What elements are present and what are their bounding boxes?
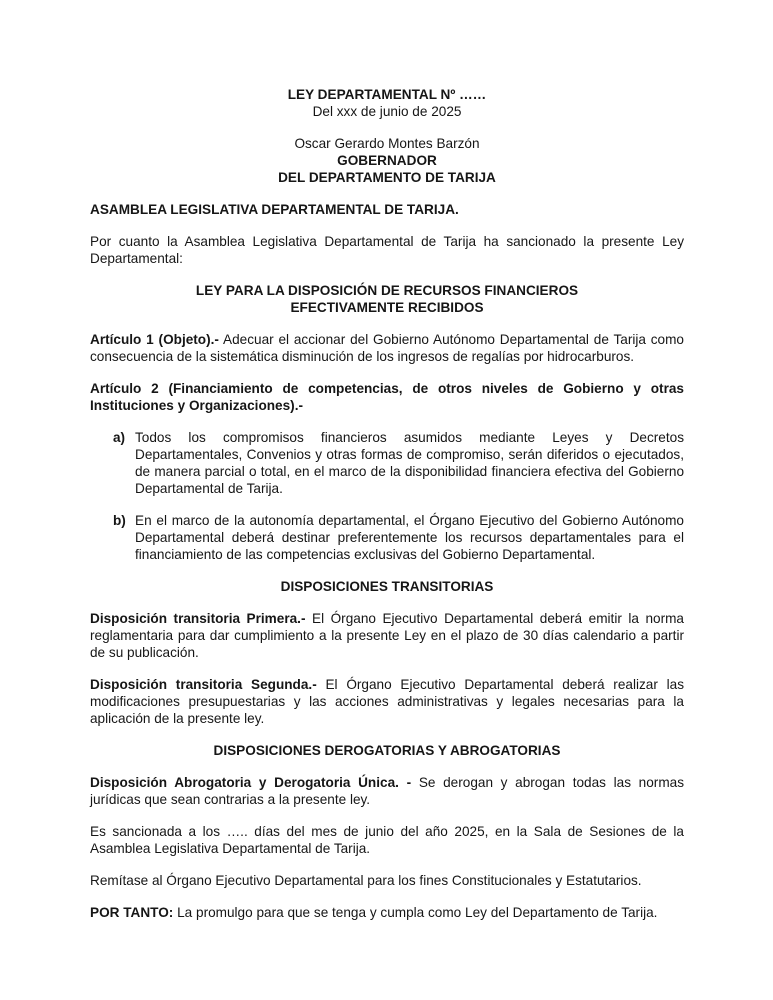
governor-name: Oscar Gerardo Montes Barzón	[294, 136, 480, 151]
document-date: Del xxx de junio de 2025	[312, 104, 462, 119]
governor-block	[90, 135, 684, 186]
transitory-first-paragraph	[90, 610, 684, 661]
article-2-item-a	[90, 429, 684, 497]
governor-title: GOBERNADOR	[337, 153, 437, 168]
assembly-heading: ASAMBLEA LEGISLATIVA DEPARTAMENTAL DE TARIJA.	[90, 202, 459, 217]
derogatory-section-heading: DISPOSICIONES DEROGATORIAS Y ABROGATORIAS	[213, 743, 561, 758]
law-title	[90, 282, 684, 316]
transitory-second-paragraph	[90, 676, 684, 727]
article-1-paragraph	[90, 331, 684, 365]
law-number-heading: LEY DEPARTAMENTAL Nº ……	[287, 87, 487, 102]
list-text-b: En el marco de la autonomía departamental, el Órgano Ejecutivo del Gobierno Autónomo Departamental deberá destinar preferentemente los recursos departamentales para el financiamiento de las competencias exclusivas del Gobierno Departamental.	[135, 513, 684, 562]
transitory-first-text: El Órgano Ejecutivo Departamental deberá emitir la norma reglamentaria para dar cumplimiento a la presente Ley en el plazo de 30 días calendario a partir de su publicación.	[90, 611, 684, 660]
derogatory-text: Se derogan y abrogan todas las normas jurídicas que sean contrarias a la presente ley.	[90, 775, 685, 807]
article-2-heading: Artículo 2 (Financiamiento de competencias, de otros niveles de Gobierno y otras Instituciones y Organizaciones).-	[90, 381, 684, 413]
transitory-second-lead: Disposición transitoria Segunda.-	[90, 677, 317, 692]
transitory-second-text: El Órgano Ejecutivo Departamental deberá realizar las modificaciones presupuestarias y las acciones administrativas y legales necesarias para la aplicación de la presente ley.	[90, 677, 685, 726]
law-title-line2: EFECTIVAMENTE RECIBIDOS	[290, 300, 484, 315]
por-tanto-lead: POR TANTO:	[90, 905, 174, 920]
article-1-lead: Artículo 1 (Objeto).-	[90, 332, 219, 347]
derogatory-paragraph	[90, 774, 684, 808]
sanction-paragraph: Es sancionada a los ….. días del mes de junio del año 2025, en la Sala de Sesiones de la Asamblea Legislativa Departamental de Tarija.	[90, 824, 684, 856]
por-tanto-text: La promulgo para que se tenga y cumpla como Ley del Departamento de Tarija.	[177, 905, 658, 920]
remit-paragraph: Remítase al Órgano Ejecutivo Departamental para los fines Constitucionales y Estatutarios.	[90, 873, 642, 888]
article-2-item-b	[90, 512, 684, 563]
derogatory-lead: Disposición Abrogatoria y Derogatoria Única. -	[90, 775, 412, 790]
list-text-a: Todos los compromisos financieros asumidos mediante Leyes y Decretos Departamentales, Convenios y otras formas de compromiso, serán diferidos o ejecutados, de manera parcial o total, en el marco de la disponibilidad financiera efectiva del Gobierno Departamental de Tarija.	[135, 430, 684, 496]
article-1-text: Adecuar el accionar del Gobierno Autónomo Departamental de Tarija como consecuencia de la sistemática disminución de los ingresos de regalías por hidrocarburos.	[90, 332, 684, 364]
list-marker-a: a)	[113, 430, 126, 445]
document-header	[90, 86, 684, 120]
governor-department: DEL DEPARTAMENTO DE TARIJA	[278, 170, 496, 185]
law-title-line1: LEY PARA LA DISPOSICIÓN DE RECURSOS FINANCIEROS	[195, 283, 579, 298]
transitory-first-lead: Disposición transitoria Primera.-	[90, 611, 306, 626]
transitory-section-heading: DISPOSICIONES TRANSITORIAS	[280, 579, 494, 594]
preamble-paragraph: Por cuanto la Asamblea Legislativa Departamental de Tarija ha sancionado la presente Ley Departamental:	[90, 234, 684, 266]
por-tanto-paragraph	[90, 904, 684, 921]
list-marker-b: b)	[113, 513, 126, 528]
